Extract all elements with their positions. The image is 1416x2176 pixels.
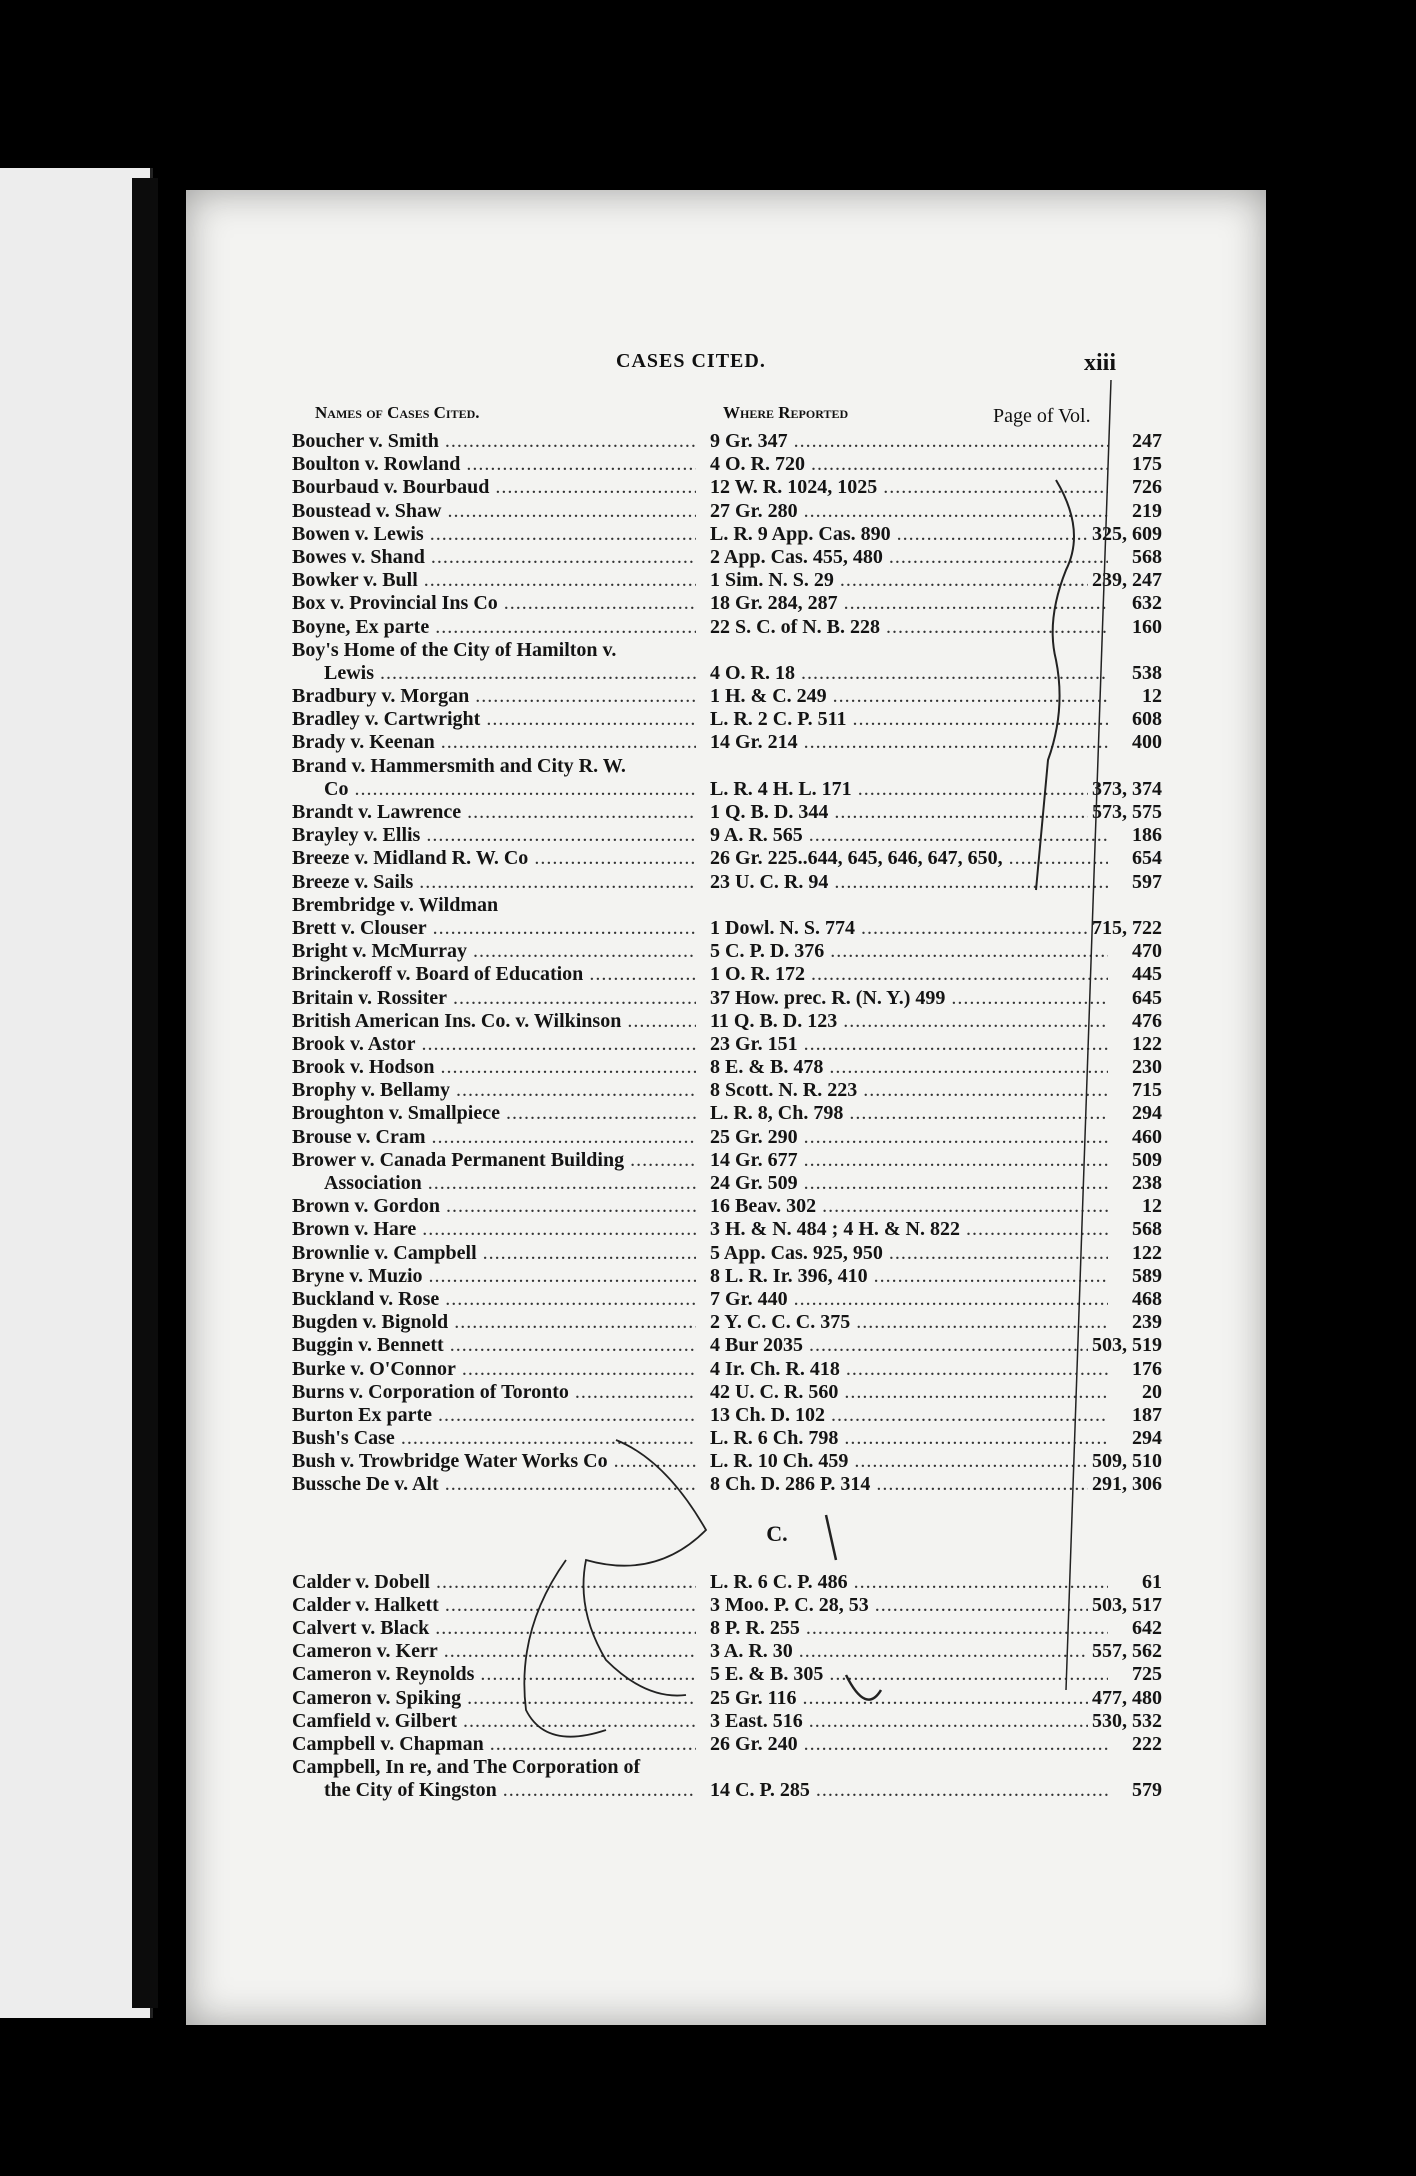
page-of-volume: 503, 517 (1088, 1594, 1162, 1617)
page-of-volume: 503, 519 (1088, 1334, 1162, 1357)
table-row (292, 801, 1162, 824)
table-row (292, 871, 1162, 894)
where-reported: 8 P. R. 255 ..... (710, 1617, 1108, 1640)
cases-list-c (292, 1571, 1162, 1803)
page-of-volume: 325, 609 (1088, 523, 1162, 546)
page-of-volume: 175 (1128, 453, 1162, 476)
case-name: Burns v. Corporation of Toronto ..... (292, 1381, 696, 1404)
case-name: Britain v. Rossiter ..... (292, 987, 696, 1010)
case-name: Brady v. Keenan ..... (292, 731, 696, 754)
table-row (292, 476, 1162, 499)
where-reported: 16 Beav. 302 ..... (710, 1195, 1108, 1218)
where-reported: 3 H. & N. 484 ; 4 H. & N. 822 ..... (710, 1218, 1108, 1241)
table-row (292, 1710, 1162, 1733)
case-name: Burke v. O'Connor ..... (292, 1358, 696, 1381)
case-name: Box v. Provincial Ins Co ..... (292, 592, 696, 615)
table-row (292, 963, 1162, 986)
page-of-volume: 470 (1128, 940, 1162, 963)
where-reported: 23 U. C. R. 94 ..... (710, 871, 1108, 894)
where-reported: 4 Bur 2035 ..... (710, 1334, 1108, 1357)
page-of-volume: 373, 374 (1088, 778, 1162, 801)
where-reported: 5 E. & B. 305 ..... (710, 1663, 1108, 1686)
page-of-volume: 187 (1128, 1404, 1162, 1427)
table-row (292, 523, 1162, 546)
where-reported: 3 Moo. P. C. 28, 53 ..... (710, 1594, 1108, 1617)
where-reported: L. R. 2 C. P. 511 ..... (710, 708, 1108, 731)
page-of-volume: 538 (1128, 662, 1162, 685)
case-name: Brett v. Clouser ..... (292, 917, 696, 940)
table-row (292, 1242, 1162, 1265)
page-of-volume: 568 (1128, 546, 1162, 569)
where-reported: 1 O. R. 172 ..... (710, 963, 1108, 986)
table-row (292, 1663, 1162, 1686)
table-row (292, 616, 1162, 639)
where-reported: 1 Q. B. D. 344 ..... (710, 801, 1108, 824)
case-name: Brook v. Hodson ..... (292, 1056, 696, 1079)
case-name: Breeze v. Midland R. W. Co ..... (292, 847, 696, 870)
page-of-volume: 468 (1128, 1288, 1162, 1311)
case-name: Brandt v. Lawrence ..... (292, 801, 696, 824)
section-heading-c: C. (766, 1520, 788, 1546)
page-of-volume: 509 (1128, 1149, 1162, 1172)
page-of-volume: 247 (1128, 430, 1162, 453)
table-row (292, 1733, 1162, 1756)
page-of-volume: 20 (1138, 1381, 1162, 1404)
table-row (292, 500, 1162, 523)
where-reported: L. R. 9 App. Cas. 890 ..... (710, 523, 1108, 546)
table-row (292, 1756, 1162, 1779)
column-heading-page: Page of Vol. (993, 405, 1091, 427)
table-row (292, 1195, 1162, 1218)
case-name: Brower v. Canada Permanent Building ..... (292, 1149, 696, 1172)
table-row (292, 639, 1162, 662)
table-row (292, 708, 1162, 731)
where-reported: 4 O. R. 720 ..... (710, 453, 1108, 476)
table-row (292, 755, 1162, 778)
case-name: Bright v. McMurray ..... (292, 940, 696, 963)
page-of-volume: 239, 247 (1088, 569, 1162, 592)
page-of-volume: 400 (1128, 731, 1162, 754)
where-reported: 7 Gr. 440 ..... (710, 1288, 1108, 1311)
table-row (292, 1033, 1162, 1056)
case-name: Brinckeroff v. Board of Education ..... (292, 963, 696, 986)
table-row (292, 1311, 1162, 1334)
case-name: Brembridge v. Wildman (292, 893, 499, 916)
table-row (292, 1358, 1162, 1381)
table-row (292, 569, 1162, 592)
where-reported: 9 A. R. 565 ..... (710, 824, 1108, 847)
where-reported: 4 O. R. 18 ..... (710, 662, 1108, 685)
table-row (292, 662, 1162, 685)
page-of-volume: 645 (1128, 987, 1162, 1010)
where-reported: 25 Gr. 116 ..... (710, 1687, 1108, 1710)
page-of-volume: 715, 722 (1088, 917, 1162, 940)
page-of-volume: 476 (1128, 1010, 1162, 1033)
table-row (292, 1779, 1162, 1802)
page-of-volume: 122 (1128, 1033, 1162, 1056)
where-reported: L. R. 6 Ch. 798 ..... (710, 1427, 1108, 1450)
table-row (292, 1427, 1162, 1450)
where-reported: 26 Gr. 225..644, 645, 646, 647, 650, ..... (710, 847, 1108, 870)
page-of-volume: 573, 575 (1088, 801, 1162, 824)
page-of-volume: 230 (1128, 1056, 1162, 1079)
page-of-volume: 12 (1138, 1195, 1162, 1218)
case-name: Brownlie v. Campbell ..... (292, 1242, 696, 1265)
table-row (292, 1218, 1162, 1241)
page-of-volume: 294 (1128, 1102, 1162, 1125)
page-of-volume: 726 (1128, 476, 1162, 499)
table-row (292, 1172, 1162, 1195)
table-row (292, 1334, 1162, 1357)
column-heading-names: Names of Cases Cited. (315, 403, 480, 422)
case-name: Buckland v. Rose ..... (292, 1288, 696, 1311)
where-reported: 1 Dowl. N. S. 774 ..... (710, 917, 1108, 940)
case-name: Bussche De v. Alt ..... (292, 1473, 696, 1496)
where-reported: 27 Gr. 280 ..... (710, 500, 1108, 523)
table-row (292, 1102, 1162, 1125)
case-name: Boulton v. Rowland ..... (292, 453, 696, 476)
case-name: Burton Ex parte ..... (292, 1404, 696, 1427)
page-of-volume: 122 (1128, 1242, 1162, 1265)
document-page (186, 190, 1266, 2025)
case-name: Bradbury v. Morgan ..... (292, 685, 696, 708)
table-row (292, 1473, 1162, 1496)
table-row (292, 1571, 1162, 1594)
case-name: Lewis ..... (324, 662, 696, 685)
table-row (292, 824, 1162, 847)
page-of-volume: 608 (1128, 708, 1162, 731)
case-name: Camfield v. Gilbert ..... (292, 1710, 696, 1733)
case-name: Broughton v. Smallpiece ..... (292, 1102, 696, 1125)
page-of-volume: 597 (1128, 871, 1162, 894)
where-reported: 12 W. R. 1024, 1025 ..... (710, 476, 1108, 499)
case-name: Brouse v. Cram ..... (292, 1126, 696, 1149)
page-of-volume: 509, 510 (1088, 1450, 1162, 1473)
table-row (292, 940, 1162, 963)
cases-list (292, 430, 1162, 1803)
where-reported: 8 L. R. Ir. 396, 410 ..... (710, 1265, 1108, 1288)
where-reported: 2 Y. C. C. C. 375 ..... (710, 1311, 1108, 1334)
page-of-volume: 530, 532 (1088, 1710, 1162, 1733)
where-reported: L. R. 10 Ch. 459 ..... (710, 1450, 1108, 1473)
case-name: Campbell, In re, and The Corporation of (292, 1756, 641, 1779)
case-name: Bourbaud v. Bourbaud ..... (292, 476, 696, 499)
case-name: Co ..... (324, 778, 696, 801)
where-reported: L. R. 8, Ch. 798 ..... (710, 1102, 1108, 1125)
case-name: Boy's Home of the City of Hamilton v. (292, 638, 617, 661)
table-row (292, 1056, 1162, 1079)
case-name: Campbell v. Chapman ..... (292, 1733, 696, 1756)
case-name: Brook v. Astor ..... (292, 1033, 696, 1056)
case-name: Bowes v. Shand ..... (292, 546, 696, 569)
table-row (292, 731, 1162, 754)
where-reported: 42 U. C. R. 560 ..... (710, 1381, 1108, 1404)
page-of-volume: 294 (1128, 1427, 1162, 1450)
page-of-volume: 642 (1128, 1617, 1162, 1640)
case-name: Brand v. Hammersmith and City R. W. (292, 754, 626, 777)
table-row (292, 987, 1162, 1010)
page-of-volume: 477, 480 (1088, 1687, 1162, 1710)
where-reported: 8 E. & B. 478 ..... (710, 1056, 1108, 1079)
where-reported: 37 How. prec. R. (N. Y.) 499 ..... (710, 987, 1108, 1010)
case-name: Bowker v. Bull ..... (292, 569, 696, 592)
case-name: Bugden v. Bignold ..... (292, 1311, 696, 1334)
where-reported: 11 Q. B. D. 123 ..... (710, 1010, 1108, 1033)
table-row (292, 1149, 1162, 1172)
page-of-volume: 715 (1128, 1079, 1162, 1102)
case-name: Boucher v. Smith ..... (292, 430, 696, 453)
page-of-volume: 445 (1128, 963, 1162, 986)
column-heading-where: Where Reported (723, 403, 849, 422)
page-of-volume: 725 (1128, 1663, 1162, 1686)
case-name: Brayley v. Ellis ..... (292, 824, 696, 847)
page-of-volume: 460 (1128, 1126, 1162, 1149)
cases-list-b (292, 430, 1162, 1497)
page-of-volume: 654 (1128, 847, 1162, 870)
case-name: Bush v. Trowbridge Water Works Co ..... (292, 1450, 696, 1473)
where-reported: 23 Gr. 151 ..... (710, 1033, 1108, 1056)
case-name: Association ..... (324, 1172, 696, 1195)
page-of-volume: 186 (1128, 824, 1162, 847)
page-of-volume: 222 (1128, 1733, 1162, 1756)
where-reported: 18 Gr. 284, 287 ..... (710, 592, 1108, 615)
where-reported: 3 A. R. 30 ..... (710, 1640, 1108, 1663)
case-name: Boustead v. Shaw ..... (292, 500, 696, 523)
where-reported: 5 C. P. D. 376 ..... (710, 940, 1108, 963)
where-reported: 8 Scott. N. R. 223 ..... (710, 1079, 1108, 1102)
page-of-volume: 238 (1128, 1172, 1162, 1195)
where-reported: 24 Gr. 509 ..... (710, 1172, 1108, 1195)
page-of-volume: 160 (1128, 616, 1162, 639)
where-reported: 14 C. P. 285 ..... (710, 1779, 1108, 1802)
table-row (292, 894, 1162, 917)
table-row (292, 1404, 1162, 1427)
table-row (292, 1126, 1162, 1149)
page-of-volume: 589 (1128, 1265, 1162, 1288)
case-name: British American Ins. Co. v. Wilkinson ..... (292, 1010, 696, 1033)
table-row (292, 1010, 1162, 1033)
table-row (292, 1617, 1162, 1640)
table-row (292, 430, 1162, 453)
table-row (292, 1687, 1162, 1710)
table-row (292, 1450, 1162, 1473)
case-name: Bowen v. Lewis ..... (292, 523, 696, 546)
page-header (186, 350, 1266, 380)
where-reported: 9 Gr. 347 ..... (710, 430, 1108, 453)
where-reported: 3 East. 516 ..... (710, 1710, 1108, 1733)
page-of-volume: 632 (1128, 592, 1162, 615)
where-reported: 5 App. Cas. 925, 950 ..... (710, 1242, 1108, 1265)
case-name: Boyne, Ex parte ..... (292, 616, 696, 639)
page-of-volume: 579 (1128, 1779, 1162, 1802)
book-gutter (132, 178, 158, 2008)
table-row (292, 1640, 1162, 1663)
case-name: Brophy v. Bellamy ..... (292, 1079, 696, 1102)
case-name: Cameron v. Kerr ..... (292, 1640, 696, 1663)
page-of-volume: 176 (1128, 1358, 1162, 1381)
case-name: Calder v. Dobell ..... (292, 1571, 696, 1594)
page-of-volume: 219 (1128, 500, 1162, 523)
where-reported: 26 Gr. 240 ..... (710, 1733, 1108, 1756)
where-reported: L. R. 4 H. L. 171 ..... (710, 778, 1108, 801)
where-reported: 8 Ch. D. 286 P. 314 ..... (710, 1473, 1108, 1496)
case-name: the City of Kingston ..... (324, 1779, 696, 1802)
page-of-volume: 12 (1138, 685, 1162, 708)
column-headings (186, 403, 1266, 429)
page-of-volume: 61 (1138, 1571, 1162, 1594)
case-name: Brown v. Gordon ..... (292, 1195, 696, 1218)
where-reported: 2 App. Cas. 455, 480 ..... (710, 546, 1108, 569)
where-reported: 13 Ch. D. 102 ..... (710, 1404, 1108, 1427)
running-title: CASES CITED. (616, 350, 766, 372)
where-reported: 14 Gr. 677 ..... (710, 1149, 1108, 1172)
where-reported: 1 H. & C. 249 ..... (710, 685, 1108, 708)
table-row (292, 847, 1162, 870)
page-number: xiii (1083, 350, 1116, 376)
case-name: Cameron v. Spiking ..... (292, 1687, 696, 1710)
case-name: Buggin v. Bennett ..... (292, 1334, 696, 1357)
where-reported: 25 Gr. 290 ..... (710, 1126, 1108, 1149)
page-of-volume: 557, 562 (1088, 1640, 1162, 1663)
table-row (292, 453, 1162, 476)
table-row (292, 592, 1162, 615)
table-row (292, 1265, 1162, 1288)
table-row (292, 917, 1162, 940)
table-row (292, 778, 1162, 801)
table-row (292, 685, 1162, 708)
where-reported: 1 Sim. N. S. 29 ..... (710, 569, 1108, 592)
case-name: Calder v. Halkett ..... (292, 1594, 696, 1617)
where-reported: 4 Ir. Ch. R. 418 ..... (710, 1358, 1108, 1381)
case-name: Calvert v. Black ..... (292, 1617, 696, 1640)
case-name: Bradley v. Cartwright ..... (292, 708, 696, 731)
where-reported: L. R. 6 C. P. 486 ..... (710, 1571, 1108, 1594)
where-reported: 14 Gr. 214 ..... (710, 731, 1108, 754)
left-page-edge (0, 168, 153, 2018)
page-of-volume: 568 (1128, 1218, 1162, 1241)
page-of-volume: 291, 306 (1088, 1473, 1162, 1496)
case-name: Brown v. Hare ..... (292, 1218, 696, 1241)
table-row (292, 1288, 1162, 1311)
case-name: Bush's Case ..... (292, 1427, 696, 1450)
case-name: Breeze v. Sails ..... (292, 871, 696, 894)
table-row (292, 546, 1162, 569)
table-row (292, 1381, 1162, 1404)
case-name: Cameron v. Reynolds ..... (292, 1663, 696, 1686)
where-reported: 22 S. C. of N. B. 228 ..... (710, 616, 1108, 639)
table-row (292, 1594, 1162, 1617)
table-row (292, 1079, 1162, 1102)
page-of-volume: 239 (1128, 1311, 1162, 1334)
case-name: Bryne v. Muzio ..... (292, 1265, 696, 1288)
